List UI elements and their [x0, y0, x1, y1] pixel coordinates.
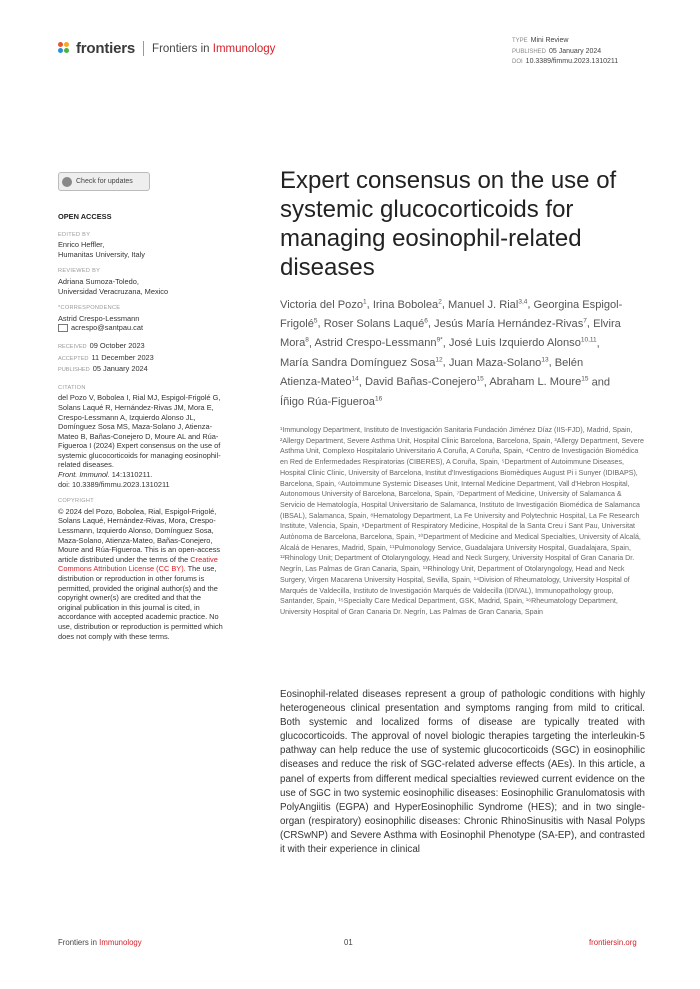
editor-affiliation: Humanitas University, Italy	[58, 249, 145, 259]
published-date-side: 05 January 2024	[92, 364, 148, 374]
author-name[interactable]: Roser Solans Laqué$^6$	[323, 317, 428, 331]
sidebar: OPEN ACCESS EDITED BY Enrico Heffler, Humanitas University, Italy REVIEWED BY Adriana Sumoza-Toledo, Universidad Veracruzana, Mexico *CORRESPONDENCE Astrid Crespo-Lessmann acrespo@santpau.cat RECEIVED 09 October 2023 ACCEPTED 11 December 2023 PUBLISHED 05 January 2024 CITATION del Pozo V, Bobolea I, Rial MJ, Espigol-Frigolé G, Solans Laqué R, Hernández-Rivas JM, Mora E, Crespo-Lessmann A, Izquierdo Alonso JL, Domínguez Sosa MS, Maza-Solano J, Atienza-Mateo B, Bañas-Conejero D, Moure AL and Rúa-Figueroa I (2024) Expert consensus on the use of systemic glucocorticoids for managing eosinophil-related diseases. Front. Immunol. 14:1310211. doi: 10.3389/fimmu.2023.1310211 COPYRIGHT © 2024 del Pozo, Bobolea, Rial, Espigol-Frigolé, Solans Laqué, Hernández-Rivas, Mora, Crespo-Lessmann, Izquierdo Alonso, Domínguez Sosa, Maza-Solano, Atienza-Mateo, Bañas-Conejero, Moure and Rúa-Figueroa. This is an open-access article distributed under the terms of the Creative Commons Attribution License (CC BY). The use, distribution or reproduction in other forums is permitted, provided the original author(s) and the copyright owner(s) are credited and that the original publication in this journal is cited, in accordance with accepted academic practice. No use, distribution or reproduction is permitted which does not comply with these terms.	[58, 212, 226, 641]
author-name[interactable]: María Sandra Domínguez Sosa$^{12}$	[280, 356, 443, 369]
article-title: Expert consensus on the use of systemic glucocorticoids for managing eosinophil-related diseases	[280, 167, 617, 281]
accepted-date: 11 December 2023	[91, 352, 154, 362]
author-affiliation-mark: 10,11	[580, 336, 597, 344]
affiliations: ¹Immunology Department, Instituto de Investigación Sanitaria Fundación Jiménez Díaz (IIS-FJD), Madrid, Spain, ²Allergy Department, Severe Asthma Unit, Hospital Clinic Barcelona, Barcelona, Spain, ³Allergy Department, Severe Asthma Unit, Complexo Hospitalario Universitario A Coruña, A Coruña, Spain, ⁴Centro de Investigación Biomédica en Red de Enfermedades Respiratorias (CIBERES), A Coruña, Spain, ⁵Department of Autoimmune Diseases, Hospital Clinic Clinic, University of Barcelona, Institut d'Investigacions Biomèdiques August Pi i Sunyer (IDIBAPS), Barcelona, Spain, ⁶Autoimmune Systemic Diseases Unit, Internal Medicine Department, Vall d'Hebron Hospital, Autonomous University of Barcelona, Barcelona, Spain, ⁷Department of Medicine, University of Salamanca & Servicio de Hematología, Hospital Universitario de Salamanca, Instituto de Investigación Biomédica de Salamanca (IBSAL), Salamanca, Spain, ⁸Hematology Department, La Fe University and Polytechnic Hospital, La Fe Research Institute, Valencia, Spain, ⁹Department of Respiratory Medicine, Hospital de la Santa Creu i Sant Pau, Universitat Autònoma de Barcelona, Barcelona, Spain, ¹⁰Department of Medicine and Medical Specialties, University of Alcalá, Alcalá de Henares, Madrid, Spain, ¹¹Pulmonology Service, Guadalajara University Hospital, Guadalajara, Spain, ¹²Rhinology Unit; Department of Otolaryngology, Head and Neck Surgery, University Hospital of Gran Canaria Dr. Negrín, Las Palmas de Gran Canaria, Spain, ¹³Rhinology Unit, Department of Otolaryngology, Head and Neck Surgery, Virgen Macarena University Hospital, Sevilla, Spain, ¹⁴Division of Rheumatology, University Hospital of Marqués de Valdecilla, Instituto de Investigación Marqués de Valdecilla (IDIVAL), Immunopathology group, Santander, Spain, ¹⁵Specialty Care Medical Department, GSK, Madrid, Spain, ¹⁶Rheumatology Department, University Hospital of Gran Canaria Dr. Negrín, Las Palmas de Gran Canaria, Spain	[280, 426, 644, 616]
author-list: Victoria del Pozo$^1$, Irina Bobolea$^2$, Manuel J. Rial$^{3,4}$, Georgina Espigol-Frigolé$^5$, Roser Solans Laqué$^6$, Jesús María Hernández-Rivas$^7$, Elvira Mora$^8$, Astrid Crespo-Lessmann$^{9*}$, José Luis Izquierdo Alonso$^{10,11}$, María Sandra Domínguez Sosa$^{12}$, Juan Maza-Solano$^{13}$, Belén Atienza-Mateo$^{14}$, David Bañas-Conejero$^{15}$, Abraham L. Moure$^{15}$ and Íñigo Rúa-Figueroa$^{16}$	[280, 298, 623, 408]
author-name[interactable]: Jesús María Hernández-Rivas$^7$	[434, 317, 587, 331]
brand-name: frontiers	[76, 40, 136, 57]
logo-divider	[143, 41, 144, 56]
author-name[interactable]: Belén Atienza-Mateo$^{14}$	[280, 356, 584, 389]
author-affiliation-mark: 7	[583, 317, 587, 325]
author-affiliation-mark: 1	[363, 298, 367, 305]
author-affiliation-mark: 8	[305, 336, 309, 344]
update-icon	[62, 177, 72, 187]
author-name[interactable]: Íñigo Rúa-Figueroa$^{16}$	[280, 394, 383, 408]
reviewed-by-label: REVIEWED BY	[58, 268, 101, 275]
reviewer-affiliation: Universidad Veracruzana, Mexico	[58, 286, 169, 296]
received-date: 09 October 2023	[89, 340, 145, 350]
author-affiliation-mark: 2	[438, 298, 442, 305]
article-meta: TYPE Mini Review PUBLISHED 05 January 2024 DOI 10.3389/fimmu.2023.1310211	[512, 37, 619, 65]
author-name[interactable]: Juan Maza-Solano$^{13}$	[448, 356, 549, 369]
author-name[interactable]: Abraham L. Moure$^{15}$	[489, 375, 589, 389]
author-affiliation-mark: 9*	[436, 336, 443, 344]
author-affiliation-mark: 5	[313, 317, 318, 325]
author-affiliation-mark: 12	[435, 356, 443, 364]
author-name[interactable]: Victoria del Pozo$^1$	[280, 298, 367, 311]
license-link[interactable]: Creative Commons Attribution License (CC BY).	[58, 554, 218, 574]
abstract: Eosinophil-related diseases represent a group of pathologic conditions with highly heterogeneous clinical presentation and symptoms ranging from mild to critical. Both systemic and localized forms of disease are typically treated with glucocorticoids. The approval of novel biologic therapies targeting the interleukin-5 pathway can help reduce the use of systemic glucocorticoids (SGC) in eosinophilic diseases and reduce the risk of SGC-related adverse effects (AEs). In this article, a panel of experts from different medical specialties reviewed current evidence on the use of SGC in two systemic eosinophilic diseases: Eosinophilic Granulomatosis with PolyAngiitis (EGPA) and HyperEosinophilic Syndrome (HES); and in two single-organ (respiratory) eosinophilic diseases: Chronic RhinoSinusitis with Nasal Polyps (CRSwNP) and Severe Asthma with Eosinophil Phenotype (SA-EP), and contrasted it with their experience in clinical	[280, 689, 645, 856]
copyright-label: COPYRIGHT	[58, 498, 94, 505]
author-affiliation-mark: 3,4	[518, 298, 528, 305]
doi-link[interactable]: 10.3389/fimmu.2023.1310211	[525, 58, 619, 65]
correspondence-email[interactable]: acrespo@santpau.cat	[71, 323, 144, 333]
author-name[interactable]: Irina Bobolea$^2$	[372, 298, 442, 311]
citation-label: CITATION	[58, 384, 86, 391]
edited-by-label: EDITED BY	[58, 231, 91, 238]
page-number: 01	[344, 938, 353, 947]
article-type: Mini Review	[530, 37, 569, 44]
footer-journal: Frontiers in Immunology	[58, 938, 142, 947]
author-name[interactable]: José Luis Izquierdo Alonso$^{10,11}$	[448, 336, 597, 350]
check-for-updates-button[interactable]: Check for updates	[58, 172, 150, 191]
email-icon	[58, 324, 68, 332]
author-affiliation-mark: 16	[374, 394, 383, 402]
footer-site-link[interactable]: frontiersin.org	[589, 938, 637, 947]
journal-logo	[58, 40, 275, 57]
citation-text: del Pozo V, Bobolea I, Rial MJ, Espigol-Frigolé G, Solans Laqué R, Hernández-Rivas JM, Mora E, Crespo-Lessmann A, Izquierdo Alonso JL, Domínguez Sosa MS, Maza-Solano J, Atienza-Mateo B, Bañas-Conejero D, Moure AL and Rúa-Figueroa I (2024) Expert consensus on the use of systemic glucocorticoids for managing eosinophil-related diseases. Front. Immunol. 14:1310211. doi: 10.3389/fimmu.2023.1310211	[58, 393, 221, 489]
open-access-label: OPEN ACCESS	[58, 212, 112, 221]
published-date: 05 January 2024	[549, 47, 602, 55]
author-name[interactable]: Elvira Mora$^8$	[280, 318, 621, 350]
author-name[interactable]: Manuel J. Rial$^{3,4}$	[448, 298, 528, 311]
author-name[interactable]: Georgina Espigol-Frigolé$^5$	[280, 298, 623, 331]
reviewer-name: Adriana Sumoza-Toledo,	[58, 276, 139, 286]
author-affiliation-mark: 14	[351, 375, 359, 383]
author-affiliation-mark: 6	[424, 317, 428, 325]
correspondence-name: Astrid Crespo-Lessmann	[58, 313, 140, 323]
correspondence-label: *CORRESPONDENCE	[58, 305, 121, 312]
copyright-text: © 2024 del Pozo, Bobolea, Rial, Espigol-Frigolé, Solans Laqué, Hernández-Rivas, Mora, Crespo-Lessmann, Izquierdo Alonso, Domínguez Sosa, Maza-Solano, Atienza-Mateo, Bañas-Conejero, Moure and Rúa-Figueroa. This is an open-access article distributed under the terms of the Creative Commons Attribution License (CC BY). The use, distribution or reproduction in other forums is permitted, provided the original author(s) and the copyright owner(s) are credited and that the original publication in this journal is cited, in accordance with accepted academic practice. No use, distribution or reproduction is permitted which does not comply with these terms.	[58, 506, 223, 641]
journal-title: Frontiers in Immunology	[152, 42, 276, 55]
author-affiliation-mark: 15	[581, 375, 589, 383]
editor-name: Enrico Heffler,	[58, 240, 105, 250]
author-affiliation-mark: 15	[476, 375, 484, 383]
author-name[interactable]: David Bañas-Conejero$^{15}$	[364, 375, 484, 389]
author-affiliation-mark: 13	[541, 356, 549, 364]
frontiers-logo-icon	[58, 42, 72, 56]
author-name[interactable]: Astrid Crespo-Lessmann$^{9*}$	[314, 336, 443, 350]
